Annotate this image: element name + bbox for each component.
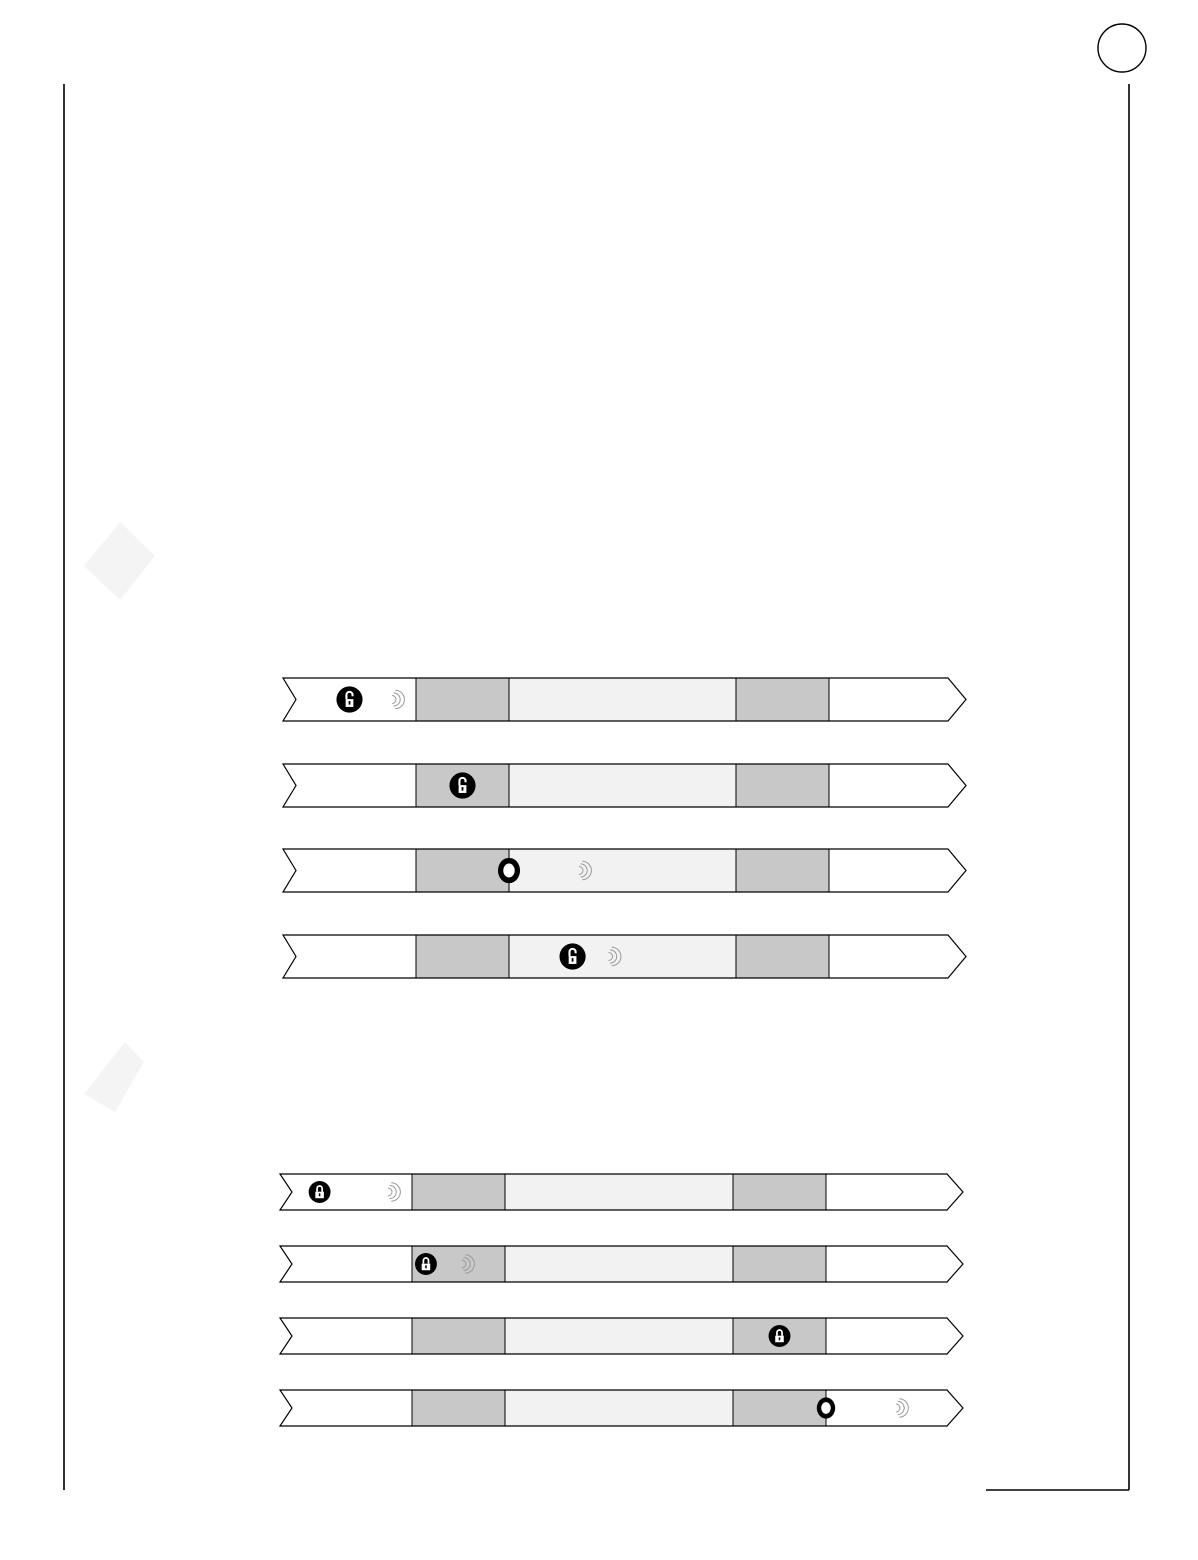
zone-segment	[280, 1390, 412, 1426]
ring-marker-icon	[817, 1397, 835, 1418]
closed-lock-icon	[415, 1253, 437, 1275]
zone-segment	[412, 1318, 505, 1354]
zone-segment	[280, 1318, 412, 1354]
diagram-row	[280, 1246, 963, 1282]
zone-segment	[412, 1174, 505, 1210]
zone-segment	[412, 1390, 505, 1426]
zone-segment	[826, 1390, 963, 1426]
zone-segment	[280, 1246, 412, 1282]
zone-segment	[826, 1174, 963, 1210]
diagram-row	[280, 1390, 963, 1426]
closed-lock-icon	[769, 1325, 791, 1347]
zone-segment	[505, 1390, 733, 1426]
zone-segment	[733, 1390, 826, 1426]
zone-segment	[826, 1318, 963, 1354]
zone-segment	[505, 1174, 733, 1210]
closed-lock-icon	[309, 1181, 331, 1203]
zone-segment	[505, 1318, 733, 1354]
zone-segment	[733, 1246, 826, 1282]
zone-segment	[505, 1246, 733, 1282]
diagram-row	[280, 1174, 963, 1210]
diagram-row	[280, 1318, 963, 1354]
zone-segment	[826, 1246, 963, 1282]
zone-segment	[733, 1174, 826, 1210]
